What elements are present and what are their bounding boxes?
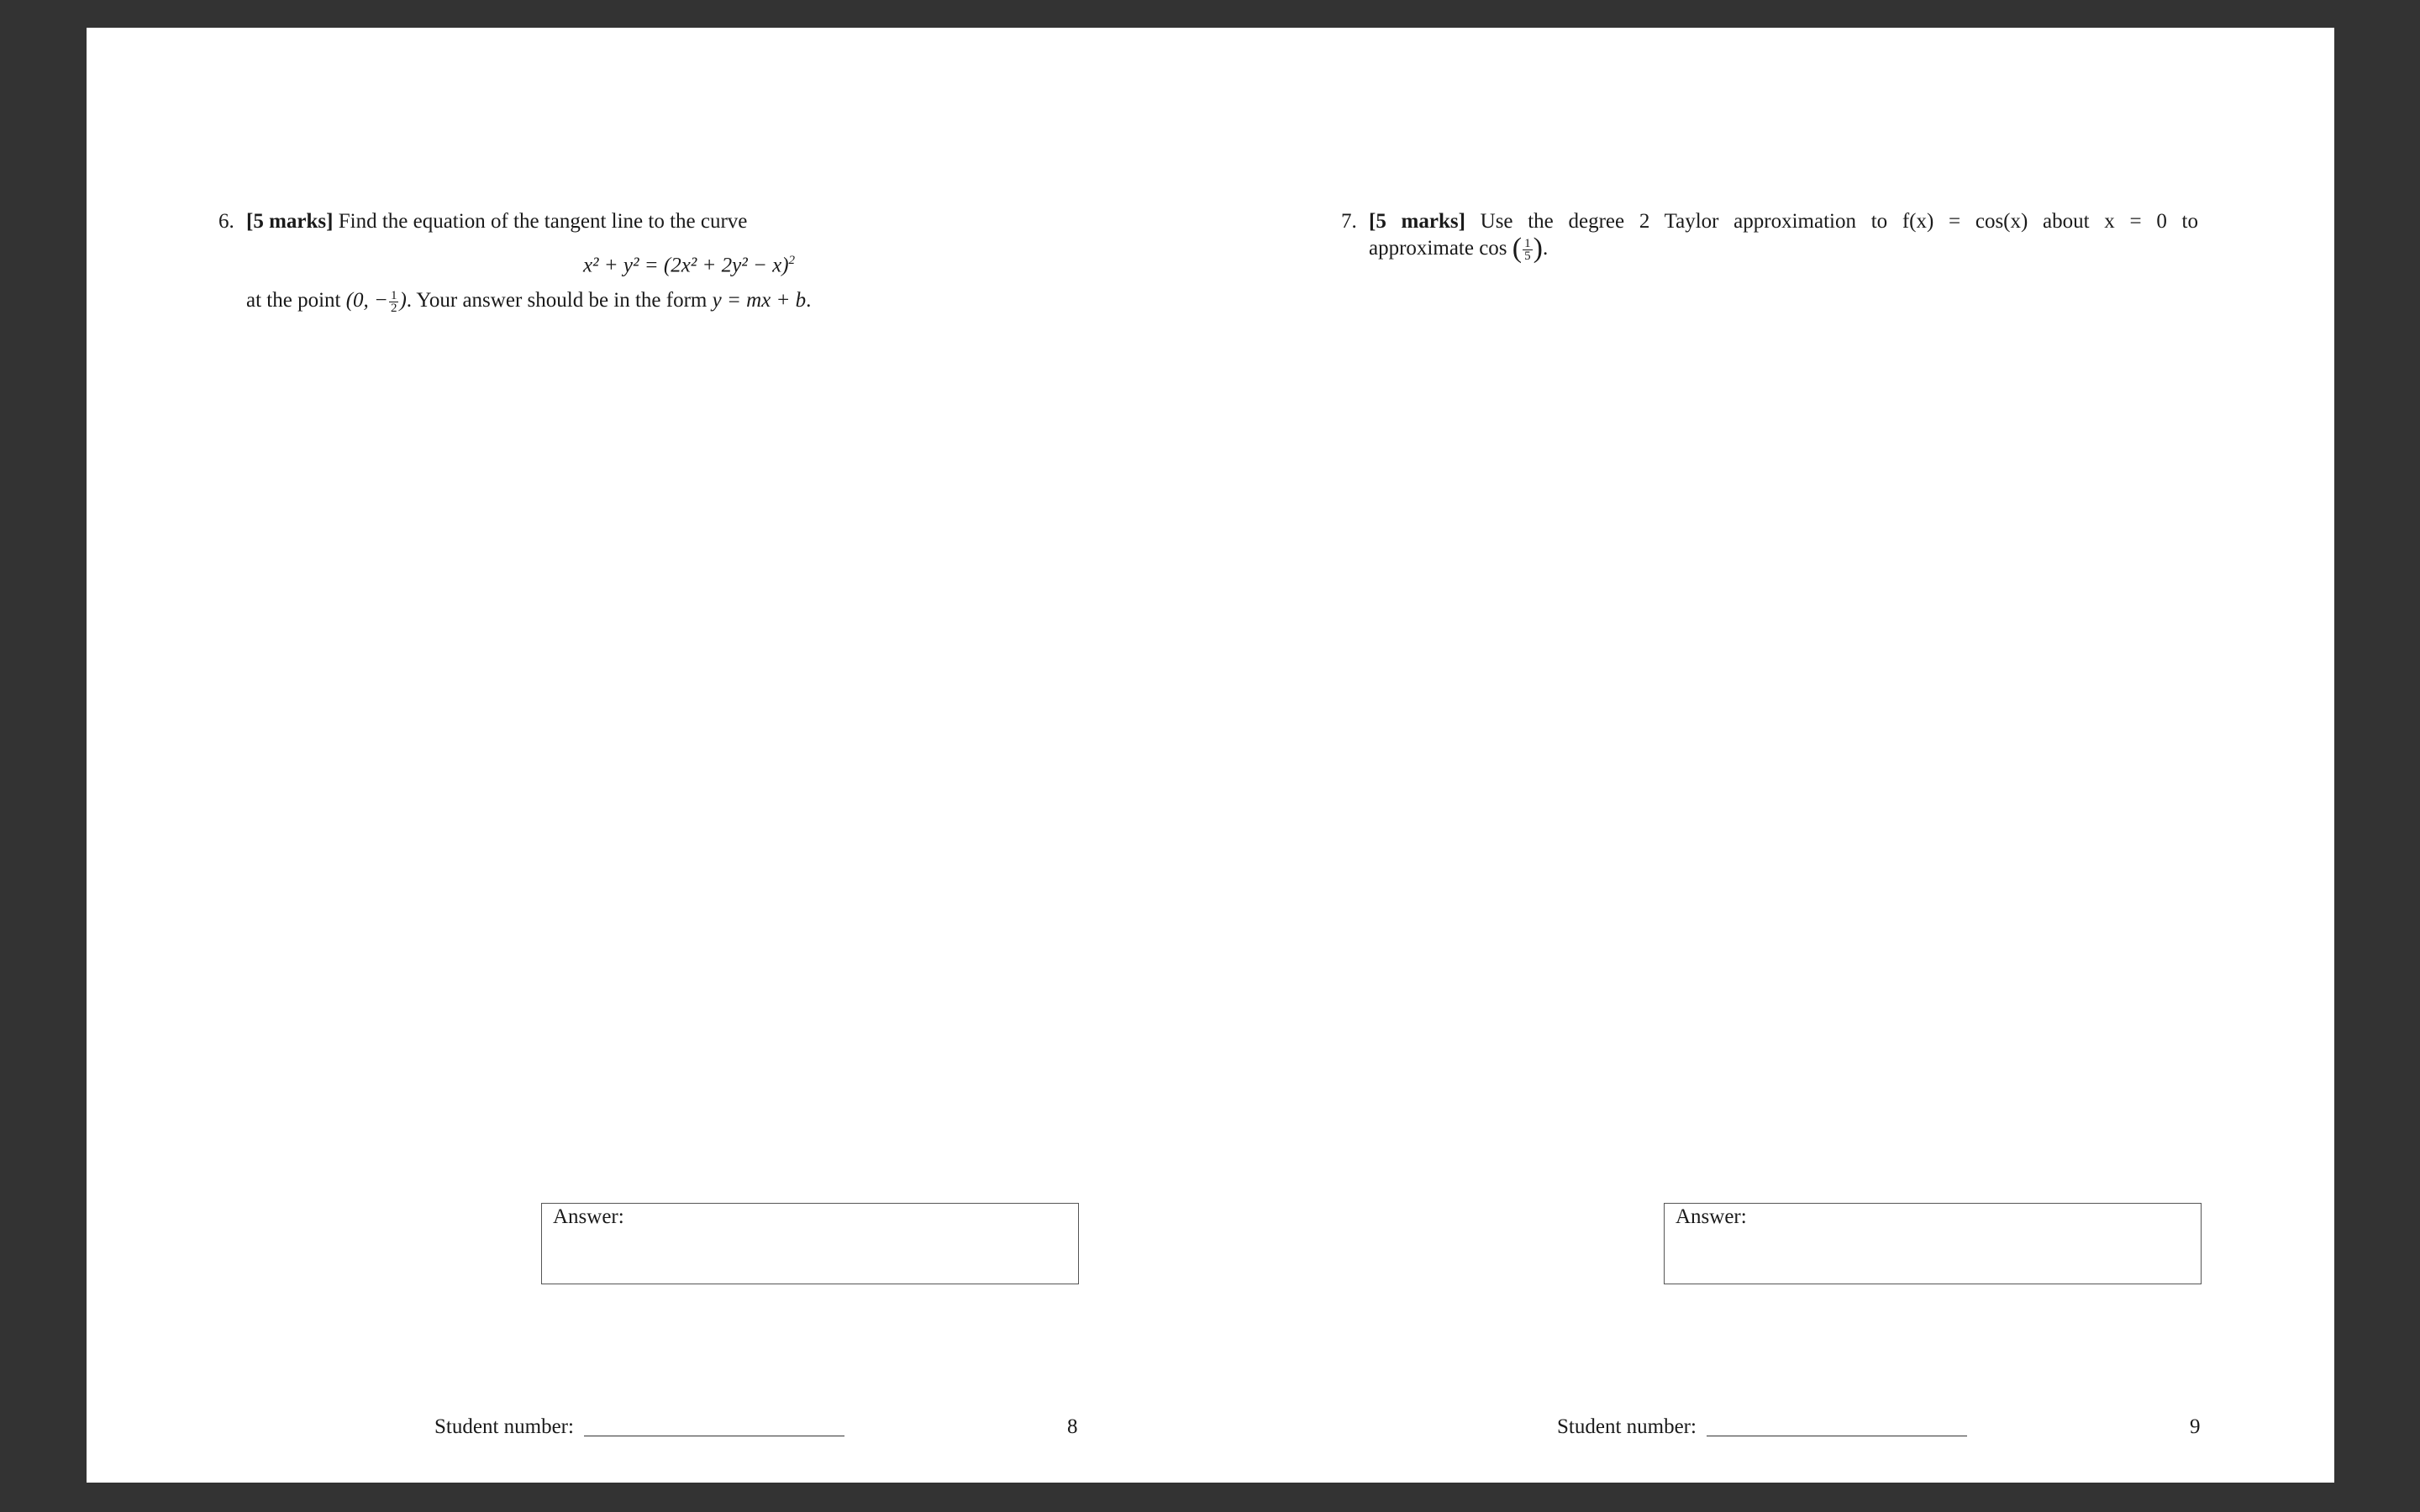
approximate-prefix: approximate cos <box>1369 237 1512 260</box>
fraction-numerator: 1 <box>1524 236 1531 250</box>
form-prefix: . Your answer should be in the form <box>406 289 713 312</box>
page-number: 8 <box>1067 1415 1078 1438</box>
question-prompt: Use the degree 2 Taylor approximation to f(x) = cos(x) about x = 0 to <box>1480 210 2198 233</box>
answer-form: y = mx + b <box>712 289 807 312</box>
question-number: 7. <box>1341 210 1357 233</box>
paren-open: ( <box>1512 233 1523 264</box>
student-number-label: Student number: <box>1557 1415 1697 1438</box>
answer-box-q7[interactable] <box>1664 1203 2202 1284</box>
question-prompt: Find the equation of the tangent line to the curve <box>338 210 748 233</box>
question-marks: [5 marks] <box>246 210 334 233</box>
question-marks: [5 marks] <box>1369 210 1465 233</box>
answer-label: Answer: <box>553 1205 624 1228</box>
point-prefix: at the point <box>246 289 346 312</box>
point-fraction <box>389 290 399 314</box>
question-text <box>246 208 1160 235</box>
student-number-field-p9 <box>1557 1415 1967 1439</box>
answer-box-q6[interactable] <box>541 1203 1079 1284</box>
question-continuation <box>218 287 1160 314</box>
fraction-denominator: 2 <box>390 302 397 316</box>
fraction-numerator: 1 <box>390 289 397 303</box>
point-close: ) <box>399 289 407 312</box>
question-number: 6. <box>218 210 234 233</box>
student-number-label: Student number: <box>434 1415 574 1438</box>
form-end: . <box>806 289 812 312</box>
question-7 <box>1341 208 2198 262</box>
student-number-field-p8 <box>434 1415 844 1439</box>
question-6 <box>218 208 1160 314</box>
argument-fraction <box>1523 238 1533 262</box>
paren-close: ) <box>1533 233 1543 264</box>
question-line-2 <box>1341 235 2198 262</box>
equation-power: 2 <box>788 254 796 267</box>
question-text <box>1369 208 2198 235</box>
fraction-denominator: 5 <box>1524 249 1531 263</box>
page-number: 9 <box>2190 1415 2201 1438</box>
display-equation <box>218 247 1160 279</box>
line-end: . <box>1542 237 1549 260</box>
document-spread <box>87 28 2334 1483</box>
equation-rhs: (2x² + 2y² − x) <box>663 254 789 277</box>
point-open: (0, − <box>345 289 388 312</box>
equation-lhs: x² + y² = <box>582 254 664 277</box>
answer-label: Answer: <box>1676 1205 1747 1228</box>
